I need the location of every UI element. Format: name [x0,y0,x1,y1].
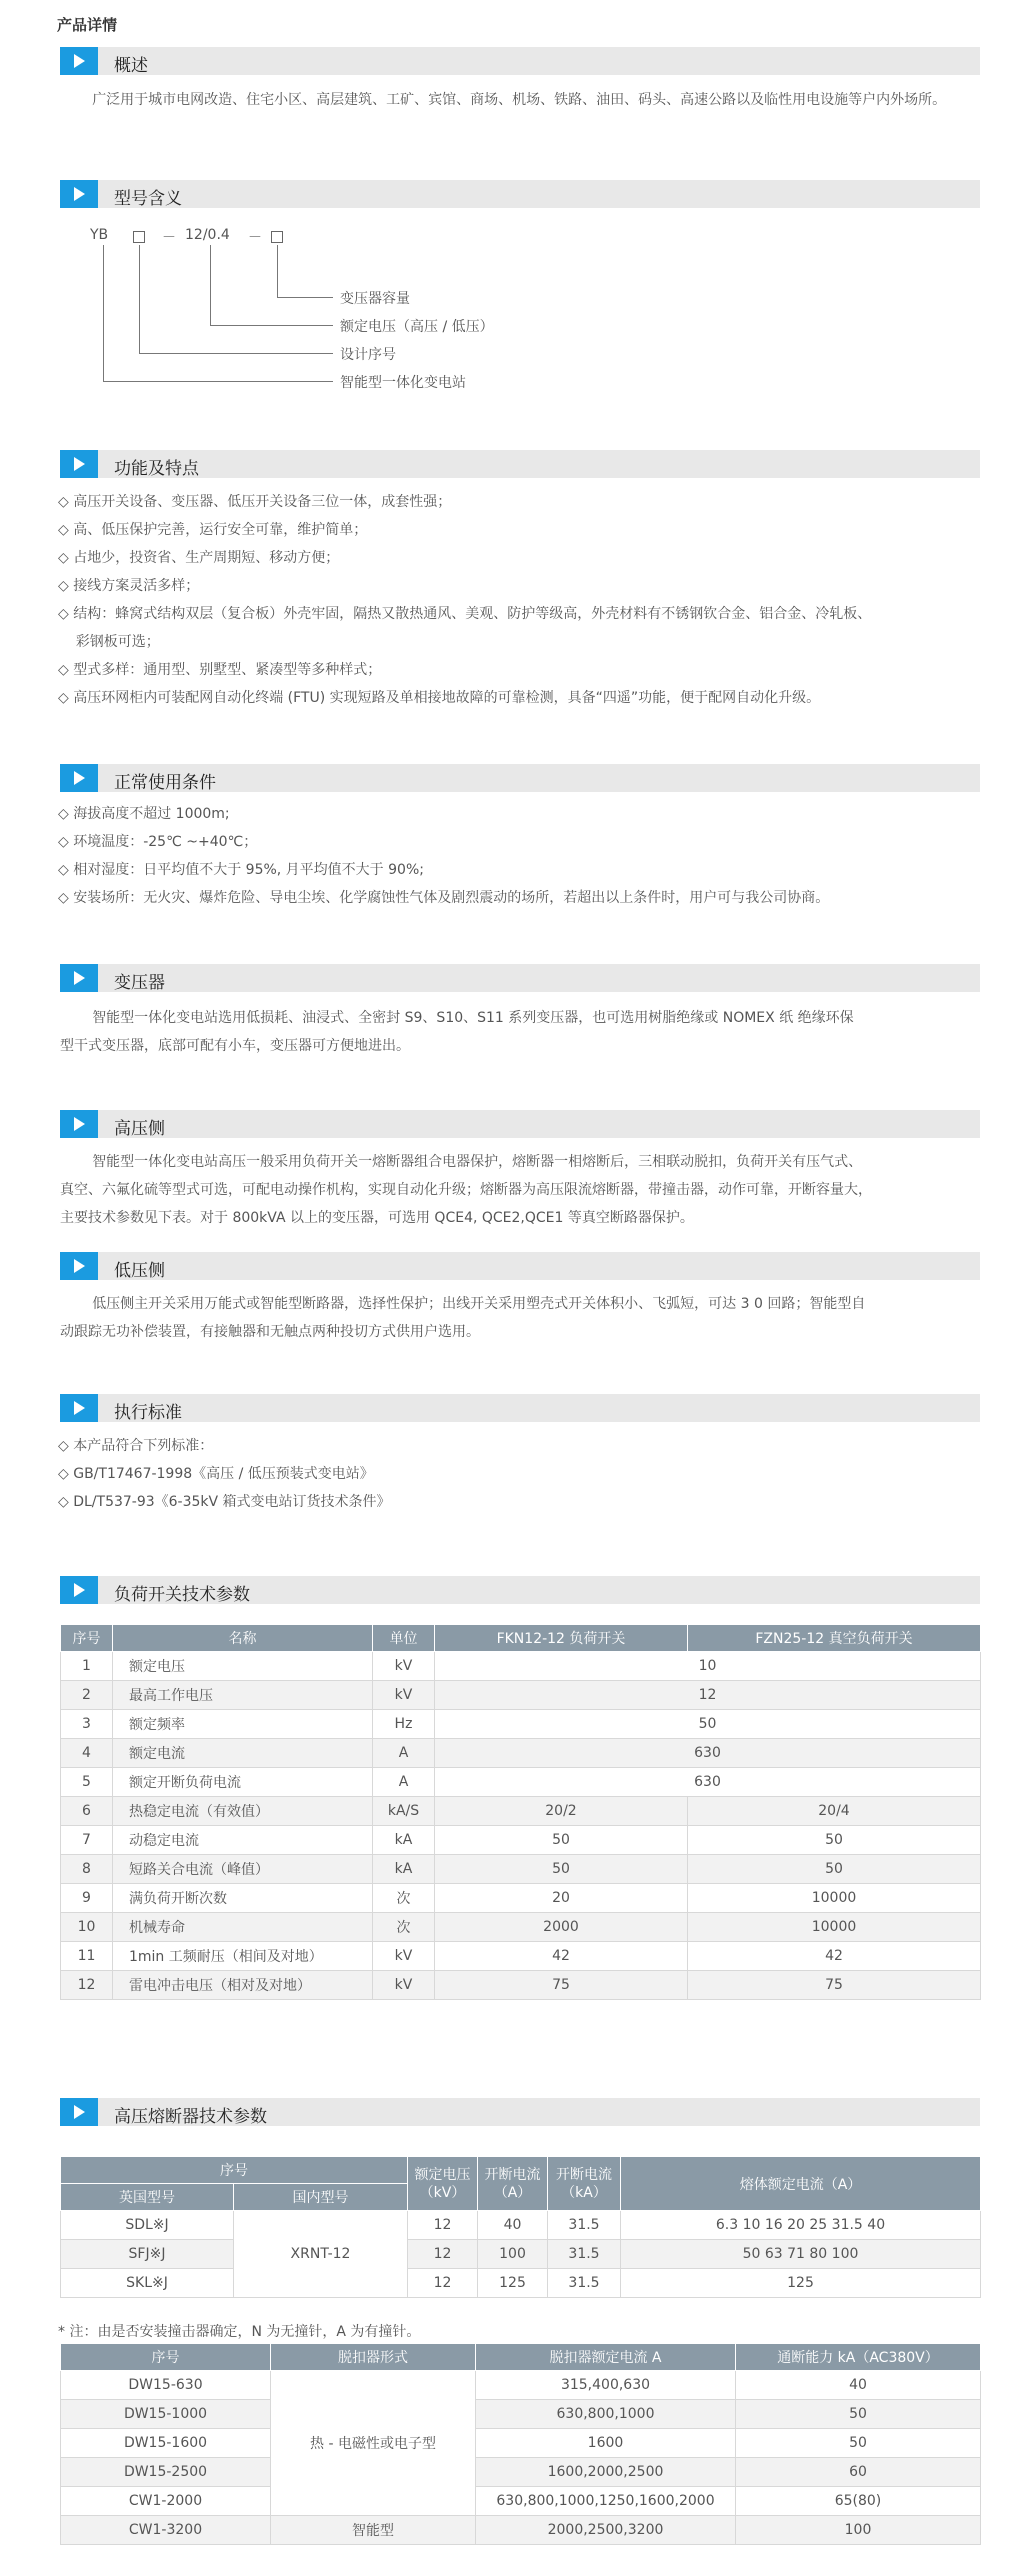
table-cell: 热 - 电磁性或电子型 [271,2371,476,2516]
table-cell: 智能型 [271,2516,476,2545]
table-cell: 12 [408,2269,478,2298]
overview-text: 广泛用于城市电网改造、住宅小区、高层建筑、工矿、宾馆、商场、机场、铁路、油田、码头、高速公路以及临性用电设施等户内外场所。 [92,92,947,108]
model-label: 设计序号 [340,347,396,363]
table-cell: A [373,1768,435,1797]
model-dash: － [248,230,262,246]
section-header-load-switch [60,1576,980,1604]
fuse-table [60,2156,981,2298]
table-cell: 动稳定电流 [113,1826,373,1855]
table-cell: 50 63 71 80 100 [621,2240,981,2269]
section-title: 高压熔断器技术参数 [114,2107,267,2127]
section-header-standards [60,1394,980,1422]
conditions-list [58,800,988,912]
list-item: ◇ 本产品符合下列标准： [58,1438,214,1454]
play-arrow-icon [60,1110,98,1138]
play-arrow-icon [60,1252,98,1280]
table-cell: 1 [61,1652,113,1681]
table-cell: 10 [435,1652,981,1681]
text-line: 真空、六氟化硫等型式可选，可配电动操作机构，实现自动化升级；熔断器为高压限流熔断器，带撞击器，动作可靠，开断容量大， [60,1182,872,1198]
section-title: 高压侧 [114,1119,165,1139]
column-header: 国内型号 [234,2184,408,2211]
fuse-note: * 注：由是否安装撞击器确定，N 为无撞针，A 为有撞针。 [58,2324,421,2340]
table-row [61,2400,981,2429]
column-header: 开断电流（kA） [548,2157,621,2211]
column-header: 名称 [113,1625,373,1652]
column-header: 通断能力 kA（AC380V） [736,2344,981,2371]
play-arrow-icon [60,964,98,992]
table-cell: 7 [61,1826,113,1855]
section-title: 负荷开关技术参数 [114,1585,250,1605]
transformer-text [60,1004,984,1060]
text-line: 动跟踪无功补偿装置，有接触器和无触点两种投切方式供用户选用。 [60,1324,480,1340]
table-cell: SDL※J [61,2211,234,2240]
text-line: 低压侧主开关采用万能式或智能型断路器，选择性保护；出线开关采用塑壳式开关体积小、飞弧短，可达 3 0 回路；智能型自 [92,1296,866,1312]
table-cell: CW1-2000 [61,2487,271,2516]
model-label: 变压器容量 [340,291,410,307]
low-voltage-text [60,1290,984,1346]
column-header: 单位 [373,1625,435,1652]
column-header: 序号 [61,1625,113,1652]
table-cell: 1600,2000,2500 [476,2458,736,2487]
column-header: 脱扣器形式 [271,2344,476,2371]
section-header-high-voltage [60,1110,980,1138]
table-cell: 20/2 [435,1797,688,1826]
column-header: 熔体额定电流（A） [621,2157,981,2211]
table-cell: 50 [736,2429,981,2458]
table-cell: CW1-3200 [61,2516,271,2545]
column-header: 脱扣器额定电流 A [476,2344,736,2371]
table-cell: 12 [61,1971,113,2000]
table-cell: 40 [478,2211,548,2240]
table-row [61,2487,981,2516]
table-cell: 12 [408,2211,478,2240]
table-cell: 次 [373,1884,435,1913]
list-item: ◇ 型式多样：通用型、别墅型、紧凑型等多种样式； [58,662,382,678]
table-cell: 630,800,1000,1250,1600,2000 [476,2487,736,2516]
table-cell: kA [373,1826,435,1855]
table-cell: 次 [373,1913,435,1942]
table-cell: 75 [435,1971,688,2000]
list-item: ◇ 安装场所：无火灾、爆炸危险、导电尘埃、化学腐蚀性气体及剧烈震动的场所，若超出以上条件时，用户可与我公司协商。 [58,890,830,906]
table-cell: 4 [61,1739,113,1768]
column-header: 序号 [61,2344,271,2371]
table-cell: DW15-1600 [61,2429,271,2458]
table-cell: XRNT-12 [234,2211,408,2298]
table-cell: 125 [621,2269,981,2298]
table-cell: 额定开断负荷电流 [113,1768,373,1797]
table-cell: DW15-1000 [61,2400,271,2429]
section-title: 概述 [114,56,148,76]
table-header-row [61,1625,981,1652]
table-row [61,2516,981,2545]
section-title: 功能及特点 [114,459,199,479]
table-row [61,2269,981,2298]
play-arrow-icon [60,1576,98,1604]
features-list [58,488,988,712]
section-title: 变压器 [114,973,165,993]
text-line: 智能型一体化变电站高压一般采用负荷开关一熔断器组合电器保护，熔断器一相熔断后，三相联动脱扣，负荷开关有压气式、 [92,1154,863,1170]
section-title: 低压侧 [114,1261,165,1281]
table-cell: 10000 [688,1913,981,1942]
table-cell: kV [373,1681,435,1710]
table-cell: 12 [435,1681,981,1710]
list-item: ◇ 高压开关设备、变压器、低压开关设备三位一体，成套性强； [58,494,452,510]
table-cell: 9 [61,1884,113,1913]
table-cell: 额定电流 [113,1739,373,1768]
section-header-overview [60,47,980,75]
list-item: ◇ DL/T537-93《6-35kV 箱式变电站订货技术条件》 [58,1494,391,1510]
table-cell: 50 [688,1826,981,1855]
table-cell: 2000,2500,3200 [476,2516,736,2545]
table-cell: kV [373,1652,435,1681]
section-header-fuse [60,2098,980,2126]
table-cell: 50 [736,2400,981,2429]
table-cell: A [373,1739,435,1768]
list-item: ◇ 高压环网柜内可装配网自动化终端 (FTU) 实现短路及单相接地故障的可靠检测，具备“四遥”功能，便于配网自动化升级。 [58,690,821,706]
table-cell: 100 [478,2240,548,2269]
model-voltage: 12/0.4 [185,227,230,243]
table-cell: Hz [373,1710,435,1739]
table-cell: SKL※J [61,2269,234,2298]
table-cell: 最高工作电压 [113,1681,373,1710]
table-cell: 6 [61,1797,113,1826]
table-cell: 42 [435,1942,688,1971]
table-cell: 额定电压 [113,1652,373,1681]
table-cell: 100 [736,2516,981,2545]
play-arrow-icon [60,180,98,208]
table-cell: 50 [688,1855,981,1884]
section-header-features [60,450,980,478]
table-cell: 31.5 [548,2269,621,2298]
list-item: ◇ 高、低压保护完善，运行安全可靠，维护简单； [58,522,368,538]
table-header-row [61,2344,981,2371]
table-row [61,1652,981,1681]
table-row [61,2240,981,2269]
model-label: 额定电压（高压 / 低压） [340,319,494,335]
table-cell: 125 [478,2269,548,2298]
table-row [61,1855,981,1884]
table-cell: 630 [435,1739,981,1768]
section-title: 正常使用条件 [114,773,216,793]
table-cell: 11 [61,1942,113,1971]
play-arrow-icon [60,1394,98,1422]
table-cell: 42 [688,1942,981,1971]
table-cell: 3 [61,1710,113,1739]
table-cell: 2 [61,1681,113,1710]
table-row [61,1797,981,1826]
table-row [61,2458,981,2487]
column-header: FKN12-12 负荷开关 [435,1625,688,1652]
table-row [61,2371,981,2400]
table-cell: 2000 [435,1913,688,1942]
list-item: ◇ 接线方案灵活多样； [58,578,200,594]
play-arrow-icon [60,47,98,75]
model-prefix: YB [90,227,109,243]
table-row [61,2211,981,2240]
table-row [61,1826,981,1855]
text-line: 主要技术参数见下表。对于 800kVA 以上的变压器，可选用 QCE4, QCE2,QCE1 等真空断路器保护。 [60,1210,694,1226]
table-cell: 65(80) [736,2487,981,2516]
section-header-conditions [60,764,980,792]
table-cell: 10 [61,1913,113,1942]
list-item: ◇ 海拔高度不超过 1000m; [58,806,230,822]
column-header: 英国型号 [61,2184,234,2211]
standards-list [58,1432,988,1516]
placeholder-box [271,231,283,243]
table-cell: 机械寿命 [113,1913,373,1942]
load-switch-table [60,1624,981,2000]
list-item: 彩钢板可选； [58,634,160,650]
table-cell: 热稳定电流（有效值） [113,1797,373,1826]
table-cell: DW15-2500 [61,2458,271,2487]
table-cell: 1min 工频耐压（相间及对地） [113,1942,373,1971]
table-row [61,1971,981,2000]
table-cell: 20 [435,1884,688,1913]
table-row [61,1913,981,1942]
table-header-row [61,2157,981,2184]
table-row [61,1710,981,1739]
table-cell: 50 [435,1855,688,1884]
table-cell: 短路关合电流（峰值） [113,1855,373,1884]
text-line: 型干式变压器，底部可配有小车，变压器可方便地进出。 [60,1038,410,1054]
table-cell: 75 [688,1971,981,2000]
table-cell: 315,400,630 [476,2371,736,2400]
table-cell: 10000 [688,1884,981,1913]
list-item: ◇ 相对湿度：日平均值不大于 95%, 月平均值不大于 90%; [58,862,424,878]
column-header: 额定电压（kV） [408,2157,478,2211]
table-cell: 630 [435,1768,981,1797]
table-row [61,1681,981,1710]
breaker-table [60,2343,981,2545]
list-item: ◇ 环境温度：-25℃ ~+40℃； [58,834,258,850]
table-cell: SFJ※J [61,2240,234,2269]
section-header-low-voltage [60,1252,980,1280]
table-cell: 31.5 [548,2240,621,2269]
table-cell: kA [373,1855,435,1884]
play-arrow-icon [60,450,98,478]
list-item: ◇ 占地少，投资省、生产周期短、移动方便； [58,550,340,566]
table-cell: 20/4 [688,1797,981,1826]
table-cell: 50 [435,1710,981,1739]
column-header: 开断电流（A） [478,2157,548,2211]
table-cell: 6.3 10 16 20 25 31.5 40 [621,2211,981,2240]
table-row [61,1884,981,1913]
table-cell: kA/S [373,1797,435,1826]
table-cell: 31.5 [548,2211,621,2240]
table-cell: kV [373,1942,435,1971]
play-arrow-icon [60,2098,98,2126]
table-row [61,2429,981,2458]
table-cell: 630,800,1000 [476,2400,736,2429]
table-cell: 1600 [476,2429,736,2458]
play-arrow-icon [60,764,98,792]
table-cell: 雷电冲击电压（相对及对地） [113,1971,373,2000]
list-item: ◇ 结构：蜂窝式结构双层（复合板）外壳牢固，隔热又散热通风、美观、防护等级高，外壳材料有不锈钢钦合金、铝合金、冷轧板、 [58,606,872,622]
table-cell: 5 [61,1768,113,1797]
high-voltage-text [60,1148,984,1232]
model-label: 智能型一体化变电站 [340,375,466,391]
text-line: 智能型一体化变电站选用低损耗、油浸式、全密封 S9、S10、S11 系列变压器，也可选用树脂绝缘或 NOMEX 纸 绝缘环保 [92,1010,854,1026]
section-title: 执行标准 [114,1403,182,1423]
list-item: ◇ GB/T17467-1998《高压 / 低压预装式变电站》 [58,1466,374,1482]
section-title: 型号含义 [114,189,182,209]
table-row [61,1942,981,1971]
column-header: 序号 [61,2157,408,2184]
table-cell: 8 [61,1855,113,1884]
section-header-model [60,180,980,208]
table-cell: DW15-630 [61,2371,271,2400]
table-cell: kV [373,1971,435,2000]
table-row [61,1768,981,1797]
table-cell: 60 [736,2458,981,2487]
page-title: 产品详情 [57,16,118,34]
section-header-transformer [60,964,980,992]
table-cell: 40 [736,2371,981,2400]
table-cell: 满负荷开断次数 [113,1884,373,1913]
column-header: FZN25-12 真空负荷开关 [688,1625,981,1652]
placeholder-box [133,231,145,243]
table-cell: 50 [435,1826,688,1855]
table-cell: 12 [408,2240,478,2269]
table-row [61,1739,981,1768]
table-cell: 额定频率 [113,1710,373,1739]
model-dash: － [162,230,176,246]
